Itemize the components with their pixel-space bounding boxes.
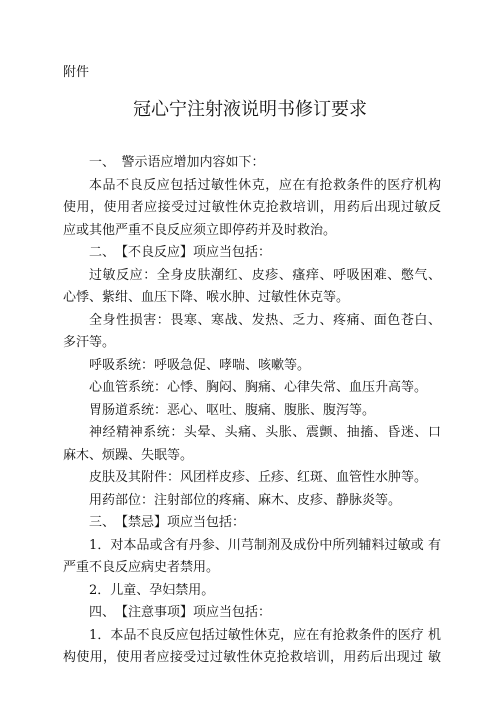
text-line: 本品不良反应包括过敏性休克，应在有抢救条件的医疗机构 <box>89 177 441 193</box>
text-line: 神经精神系统：头晕、头痛、头胀、震颤、抽搐、昏迷、口 <box>89 425 441 440</box>
text-line: 全身性损害：畏寒、寒战、发热、乏力、疼痛、面色苍白、 <box>89 312 441 328</box>
text-line: 胃肠道系统：恶心、呕吐、腹痛、腹胀、腹泻等。 <box>89 402 376 418</box>
text-line: 心血管系统：心悸、胸闷、胸痛、心律失常、血压升高等。 <box>89 380 428 395</box>
text-line: 呼吸系统：呼吸急促、哮喘、咳嗽等。 <box>89 357 311 373</box>
text-line: 二、 【不良反应】项应当包括： <box>89 245 272 260</box>
text-line: 三、 【禁忌】项应当包括： <box>89 515 246 530</box>
text-line: 1．对本品或含有丹参、川芎制剂及成份中所列辅料过敏或 有 <box>89 537 441 553</box>
text-line: 1．本品不良反应包括过敏性休克，应在有抢救条件的医疗 机 <box>89 627 441 643</box>
text-line: 严重不良反应病史者禁用。 <box>63 560 220 575</box>
text-line: 皮肤及其附件：风团样皮疹、丘疹、红斑、血管性水肿等。 <box>89 470 428 485</box>
text-line: 多汗等。 <box>63 335 116 350</box>
text-line: 麻木、烦躁、失眠等。 <box>63 447 194 463</box>
attachment-label: 附件 <box>63 65 90 80</box>
text-line: 应或其他严重不良反应须立即停药并及时救治。 <box>63 222 337 238</box>
text-line: 用药部位：注射部位的疼痛、麻木、皮疹、静脉炎等。 <box>89 492 402 508</box>
text-line: 心悸、紫绀、血压下降、喉水肿、过敏性休克等。 <box>63 290 350 305</box>
text-line: 构使用，使用者应接受过过敏性休克抢救培训，用药后出现过 敏 <box>63 650 441 665</box>
text-line: 2．儿童、孕妇禁用。 <box>89 582 215 598</box>
text-line: 一、 警示语应增加内容如下： <box>89 155 265 170</box>
text-line: 四、 【注意事项】项应当包括： <box>89 605 272 620</box>
text-line: 使用，使用者应接受过过敏性休克抢救培训，用药后出现过敏反 <box>63 200 441 215</box>
document-body <box>63 152 441 670</box>
page-title: 冠心宁注射液说明书修订要求 <box>133 99 367 120</box>
text-line: 过敏反应：全身皮肤潮红、皮疹、瘙痒、呼吸困难、憋气、 <box>89 267 441 283</box>
